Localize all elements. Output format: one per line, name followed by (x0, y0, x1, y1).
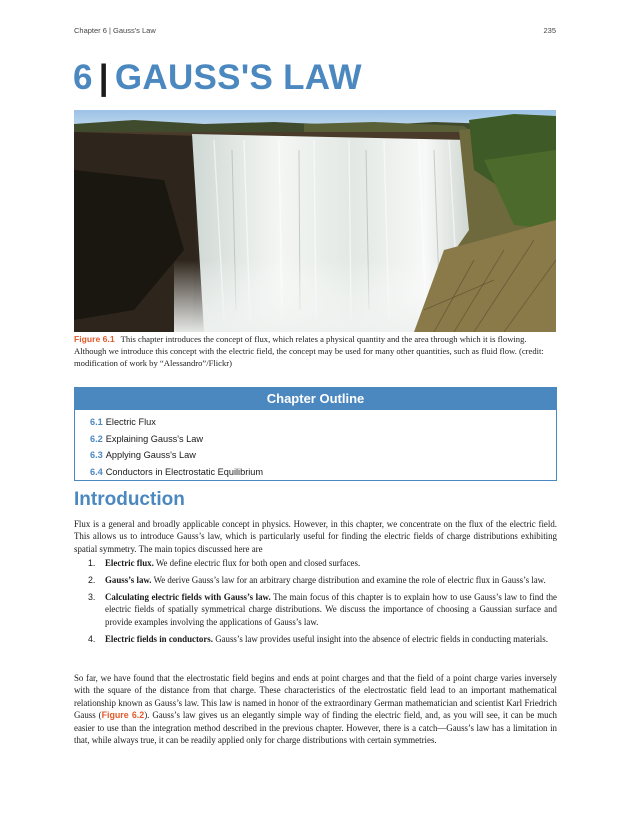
topic-number: 3. (88, 592, 96, 602)
chapter-title-separator: | (98, 58, 109, 97)
outline-item-number: 6.1 (90, 417, 103, 427)
chapter-outline-heading: Chapter Outline (75, 388, 556, 410)
outline-item-electric-flux[interactable] (90, 414, 556, 431)
outline-item-label: Conductors in Electrostatic Equilibrium (105, 466, 264, 477)
topic-term: Electric fields in conductors. (105, 633, 213, 644)
page-number: 235 (543, 26, 556, 35)
outline-item-number: 6.2 (90, 433, 103, 444)
outline-item-conductors[interactable] (90, 464, 556, 481)
topic-term: Calculating electric fields with Gauss’s law. (105, 592, 271, 602)
topic-text: The main focus of this chapter is to explain how to use Gauss’s law to find the electric fields of spatially symmetrical charge distributions. We discuss the importance of choosing a Gaussian surface and provide examples involving the applications of Gauss’s law. (105, 592, 557, 627)
topic-number: 2. (88, 575, 96, 585)
topic-term: Gauss’s law. (105, 575, 152, 585)
outline-item-label: Applying Gauss's Law (105, 450, 196, 460)
figure-label: Figure 6.1 (74, 334, 115, 344)
topic-text: We define electric flux for both open and closed surfaces. (153, 558, 361, 568)
outline-item-explaining-gauss-law[interactable] (90, 431, 556, 448)
topic-number: 1. (88, 558, 96, 568)
outline-item-number: 6.4 (90, 466, 103, 477)
chapter-outline-list (75, 410, 556, 480)
waterfall-photo (74, 110, 556, 332)
section-title-introduction: Introduction (74, 489, 185, 510)
topic-item (88, 557, 557, 569)
chapter-title-text: GAUSS'S LAW (114, 58, 362, 97)
outline-item-label: Electric Flux (105, 417, 156, 427)
running-head-chapter: Chapter 6 | Gauss's Law (74, 26, 156, 35)
outline-item-label: Explaining Gauss's Law (105, 433, 204, 444)
chapter-title (73, 58, 557, 102)
running-head (74, 26, 556, 36)
figure-caption (74, 333, 556, 369)
topic-text: We derive Gauss’s law for an arbitrary charge distribution and examine the role of electric flux in Gauss’s law. (151, 575, 546, 585)
outline-item-number: 6.3 (90, 450, 103, 460)
chapter-outline (74, 387, 557, 481)
intro-paragraph-2-part-1: So far, we have found that the electrostatic field begins and ends at point charges and that the field of a point charge varies inversely with the square of the distance from that charge. These characteristics of the electrostatic field lead to an important mathematical relationship known as Gauss’s law. This law is named in honor of the extraordinary German mathematician and scientist Karl Friedrich Gauss ( (74, 673, 557, 721)
topic-number: 4. (88, 633, 96, 644)
intro-paragraph-2-part-2: ). Gauss’s law gives us an elegantly simple way of finding the electric field, and, as you will see, it can be much easier to use than the integration method described in the previous chapter. However, there is a catch—Gauss’s law has a limitation in that, while always true, it can be readily applied only for charge distributions with certain symmetries. (74, 710, 557, 746)
chapter-number: 6 (73, 58, 93, 97)
topic-item (88, 591, 557, 628)
topic-item (88, 633, 557, 645)
figure-caption-text: This chapter introduces the concept of flux, which relates a physical quantity and the area through which it is flowing. Although we introduce this concept with the electric field, the concept may be used for many other quantities, such as fluid flow. (credit: modification of work by “Alessandro”/Flickr) (74, 334, 544, 368)
intro-paragraph-1: Flux is a general and broadly applicable concept in physics. However, in this chapter, we concentrate on the flux of the electric field. This allows us to introduce Gauss’s law, which is particularly useful for finding the electric fields of charge distributions exhibiting spatial symmetry. The main topics discussed here are (74, 519, 557, 554)
figure-6-2-link[interactable]: Figure 6.2 (101, 710, 145, 721)
topic-item (88, 574, 557, 586)
topic-term: Electric flux. (105, 558, 154, 568)
outline-item-applying-gauss-law[interactable] (90, 447, 556, 464)
intro-paragraph-2 (74, 672, 557, 746)
topic-text: Gauss’s law provides useful insight into the absence of electric fields in conducting materials. (212, 633, 548, 644)
waterfall-illustration (74, 110, 556, 332)
topic-list (88, 557, 557, 650)
